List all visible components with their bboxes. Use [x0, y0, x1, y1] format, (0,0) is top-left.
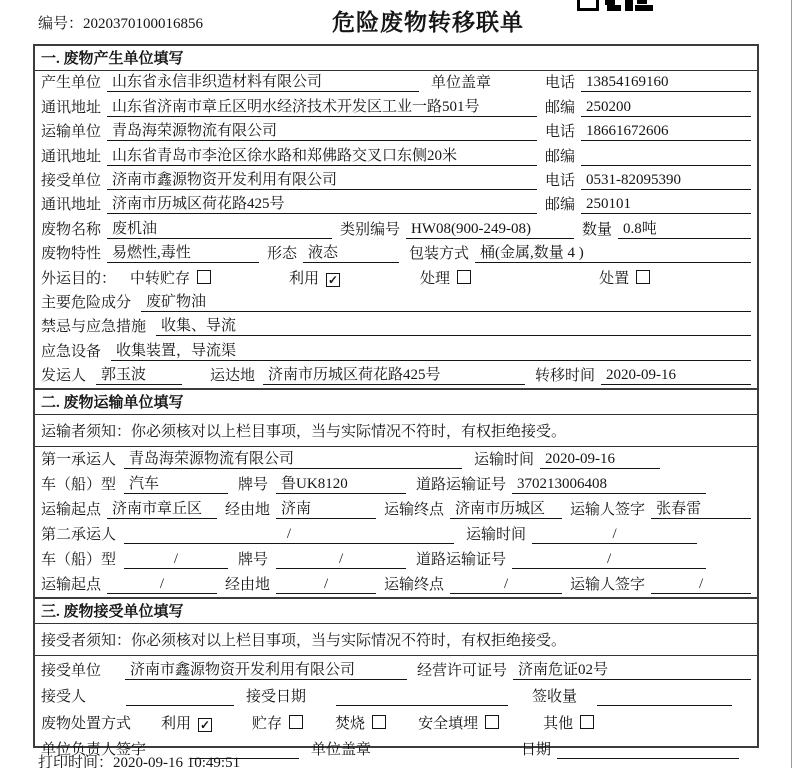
purpose-option-label: 处置 [599, 270, 630, 287]
carrier1-value: 青岛海荣源物流有限公司 [124, 447, 462, 469]
acceptor-value [126, 705, 234, 706]
responsible-signature-label: 单位负责人签字 [41, 742, 147, 759]
plate2-label: 牌号 [238, 552, 269, 569]
row-waste-props [35, 242, 757, 266]
dispatcher-value: 郭玉波 [96, 363, 182, 385]
section2-heading: 二. 废物运输单位填写 [35, 388, 757, 415]
route1-via-label: 经由地 [225, 502, 271, 519]
transporter-address-label: 通讯地址 [41, 148, 102, 165]
producer-zip-label: 邮编 [544, 99, 575, 116]
section1-heading: 一. 废物产生单位填写 [35, 46, 757, 71]
purpose-option-label: 处理 [420, 270, 451, 287]
carrier1-time-value: 2020-09-16 [540, 451, 660, 469]
waste-qty-value: 0.8吨 [618, 217, 751, 239]
disposal-option-landfill [418, 712, 499, 733]
route1-start-label: 运输起点 [41, 502, 102, 519]
transporter-zip-label: 邮编 [544, 148, 575, 165]
unit-seal-label: 单位盖章 [311, 742, 372, 759]
serial-label: 编号： [38, 16, 84, 32]
sign-date-value [557, 758, 739, 759]
route1-end-value: 济南市历城区 [450, 497, 562, 519]
disposal-option-other [543, 712, 594, 733]
waste-code-label: 类别编号 [340, 221, 401, 238]
qr-finder-fragment [577, 0, 599, 11]
transporter-phone-label: 电话 [544, 124, 575, 141]
receiver-value: 济南市鑫源物资开发利用有限公司 [107, 168, 537, 190]
waste-form-label: 形态 [267, 246, 298, 263]
disposal-option-label: 焚烧 [335, 715, 366, 732]
waste-pack-value: 桶(金属,数量 4 ) [475, 241, 751, 263]
checkbox-disposal-landfill [485, 715, 499, 729]
dispatcher-label: 发运人 [41, 368, 87, 385]
row-producer-address [35, 95, 757, 119]
route2-end-label: 运输终点 [384, 577, 445, 594]
row-emergency-measures [35, 315, 757, 339]
checkbox-disposal-other [580, 715, 594, 729]
section3-notice: 接受者须知：你必须核对以上栏目事项，当与实际情况不符时，有权拒绝接受。 [35, 624, 757, 656]
producer-address-label: 通讯地址 [41, 99, 102, 116]
row-acceptance [35, 683, 757, 710]
checkbox-disposal-store [289, 715, 303, 729]
route2-sign-value: / [651, 576, 751, 594]
carrier1-time-label: 运输时间 [474, 452, 535, 469]
print-time-line [38, 751, 240, 768]
transporter-address-value: 山东省青岛市李沧区徐水路和郑佛路交叉口东侧20米 [107, 144, 537, 166]
waste-name-value: 废机油 [107, 217, 332, 239]
row-purpose [35, 266, 757, 290]
plate2-value: / [276, 551, 406, 569]
route1-sign-label: 运输人签字 [570, 502, 646, 519]
permit-value: 济南危证02号 [513, 658, 751, 680]
page-title: 危险废物转移联单 [332, 10, 524, 35]
row-carrier1 [35, 447, 757, 472]
print-time-value: 2020-09-16 10:49:51 [113, 755, 241, 768]
route1-start-value: 济南市章丘区 [107, 497, 217, 519]
sign-qty-value [597, 705, 732, 706]
page-edge-line [791, 0, 792, 768]
disposal-option-label: 其他 [543, 715, 574, 732]
route1-sign-value: 张春雷 [651, 497, 751, 519]
row-transporter-address [35, 144, 757, 168]
transporter-label: 运输单位 [41, 124, 102, 141]
license2-value: / [512, 551, 706, 569]
acceptor-label: 接受人 [41, 689, 87, 706]
disposal-method-label: 废物处置方式 [41, 715, 132, 732]
purpose-option-treat [420, 267, 471, 288]
purpose-label: 外运目的： [41, 270, 117, 287]
producer-label: 产生单位 [41, 75, 102, 92]
vehicle2-label: 车（船）型 [41, 552, 117, 569]
checkbox-dispose [636, 270, 650, 284]
license2-label: 道路运输证号 [416, 552, 507, 569]
waste-form-value: 液态 [303, 241, 399, 263]
row-hazard [35, 291, 757, 315]
section2-notice: 运输者须知：你必须核对以上栏目事项，当与实际情况不符时，有权拒绝接受。 [35, 415, 757, 447]
carrier2-value: / [124, 526, 454, 544]
checkbox-disposal-incinerate [372, 715, 386, 729]
transfer-time-label: 转移时间 [535, 368, 596, 385]
route2-start-value: / [107, 576, 217, 594]
plate1-label: 牌号 [238, 477, 269, 494]
destination-value: 济南市历城区荷花路425号 [263, 363, 525, 385]
route2-end-value: / [450, 576, 562, 594]
permit-label: 经营许可证号 [417, 662, 508, 679]
license1-value: 370213006408 [512, 476, 706, 494]
print-time-label: 打印时间： [38, 755, 114, 768]
accept-unit-value: 济南市鑫源物资开发利用有限公司 [125, 658, 407, 680]
disposal-option-store [252, 712, 303, 733]
producer-address-value: 山东省济南市章丘区明水经济技术开发区工业一路501号 [107, 95, 537, 117]
waste-name-label: 废物名称 [41, 221, 102, 238]
accept-unit-label: 接受单位 [41, 662, 102, 679]
transporter-phone-value: 18661672606 [581, 123, 751, 141]
carrier2-label: 第二承运人 [41, 527, 117, 544]
route2-start-label: 运输起点 [41, 577, 102, 594]
purpose-option-utilize [289, 267, 340, 288]
row-receiver [35, 169, 757, 193]
sign-date-label: 日期 [521, 742, 552, 759]
row-emergency-equipment [35, 339, 757, 363]
waste-props-label: 废物特性 [41, 246, 102, 263]
disposal-option-label: 贮存 [252, 715, 283, 732]
receiver-label: 接受单位 [41, 172, 102, 189]
section3-heading: 三. 废物接受单位填写 [35, 597, 757, 624]
checkbox-disposal-utilize: ✓ [200, 717, 211, 732]
producer-phone-label: 电话 [544, 75, 575, 92]
row-route2 [35, 572, 757, 597]
receiver-address-value: 济南市历城区荷花路425号 [107, 192, 537, 214]
vehicle1-value: 汽车 [124, 472, 228, 494]
carrier2-time-label: 运输时间 [466, 527, 527, 544]
purpose-option-label: 中转贮存 [130, 270, 191, 287]
receiver-address-label: 通讯地址 [41, 197, 102, 214]
checkbox-transfer-storage [197, 270, 211, 284]
producer-phone-value: 13854169160 [581, 74, 751, 92]
row-accept-unit [35, 656, 757, 683]
producer-seal-label: 单位盖章 [431, 75, 492, 92]
route1-end-label: 运输终点 [384, 502, 445, 519]
receiver-zip-value: 250101 [581, 196, 751, 214]
hazard-label: 主要危险成分 [41, 294, 132, 311]
disposal-option-label: 利用 [161, 715, 192, 732]
serial-value: 2020370100016856 [83, 16, 204, 32]
row-disposal-method [35, 709, 757, 736]
row-route1 [35, 497, 757, 522]
plate1-value: 鲁UK8120 [276, 472, 406, 494]
producer-zip-value: 250200 [581, 99, 751, 117]
purpose-option-label: 利用 [289, 270, 320, 287]
emergency-measures-value: 收集、导流 [156, 314, 751, 336]
row-vehicle2 [35, 547, 757, 572]
route1-via-value: 济南 [276, 497, 376, 519]
disposal-option-utilize [161, 712, 212, 733]
accept-date-value [336, 705, 508, 706]
vehicle1-label: 车（船）型 [41, 477, 117, 494]
checkbox-utilize: ✓ [328, 272, 339, 287]
emergency-equipment-label: 应急设备 [41, 343, 102, 360]
accept-date-label: 接受日期 [246, 689, 307, 706]
checkbox-treat [457, 270, 471, 284]
transfer-time-value: 2020-09-16 [601, 367, 751, 385]
purpose-option-dispose [599, 267, 650, 288]
qr-module [637, 0, 647, 4]
row-receiver-address [35, 193, 757, 217]
waste-props-value: 易燃性,毒性 [107, 241, 259, 263]
waste-qty-label: 数量 [582, 221, 613, 238]
transporter-zip-value [581, 165, 751, 166]
row-dispatch [35, 364, 757, 388]
destination-label: 运达地 [210, 368, 256, 385]
emergency-equipment-value: 收集装置，导流渠 [111, 339, 751, 361]
row-transporter [35, 120, 757, 144]
emergency-measures-label: 禁忌与应急措施 [41, 319, 147, 336]
route2-via-label: 经由地 [225, 577, 271, 594]
receiver-phone-label: 电话 [544, 172, 575, 189]
qr-module [625, 0, 633, 11]
serial-number-line [38, 12, 203, 33]
row-vehicle1 [35, 472, 757, 497]
route2-via-value: / [276, 576, 376, 594]
producer-value: 山东省永信非织造材料有限公司 [107, 70, 419, 92]
waste-code-value: HW08(900-249-08) [406, 221, 574, 239]
qr-module [635, 5, 653, 11]
qr-module [607, 5, 621, 11]
sign-qty-label: 签收量 [532, 689, 578, 706]
license1-label: 道路运输证号 [416, 477, 507, 494]
disposal-option-label: 安全填埋 [418, 715, 479, 732]
disposal-option-incinerate [335, 712, 386, 733]
carrier2-time-value: / [532, 526, 697, 544]
carrier1-label: 第一承运人 [41, 452, 117, 469]
hazard-value: 废矿物油 [141, 290, 751, 312]
vehicle2-value: / [124, 551, 228, 569]
row-producer [35, 71, 757, 95]
transporter-value: 青岛海荣源物流有限公司 [107, 119, 537, 141]
route2-sign-label: 运输人签字 [570, 577, 646, 594]
receiver-zip-label: 邮编 [544, 197, 575, 214]
receiver-phone-value: 0531-82095390 [581, 172, 751, 190]
manifest-form-table [33, 44, 759, 759]
row-waste-name [35, 217, 757, 241]
row-carrier2 [35, 522, 757, 547]
qr-code-fragment-icon [577, 0, 657, 11]
waste-pack-label: 包装方式 [409, 246, 470, 263]
purpose-option-transfer-storage [130, 267, 211, 288]
